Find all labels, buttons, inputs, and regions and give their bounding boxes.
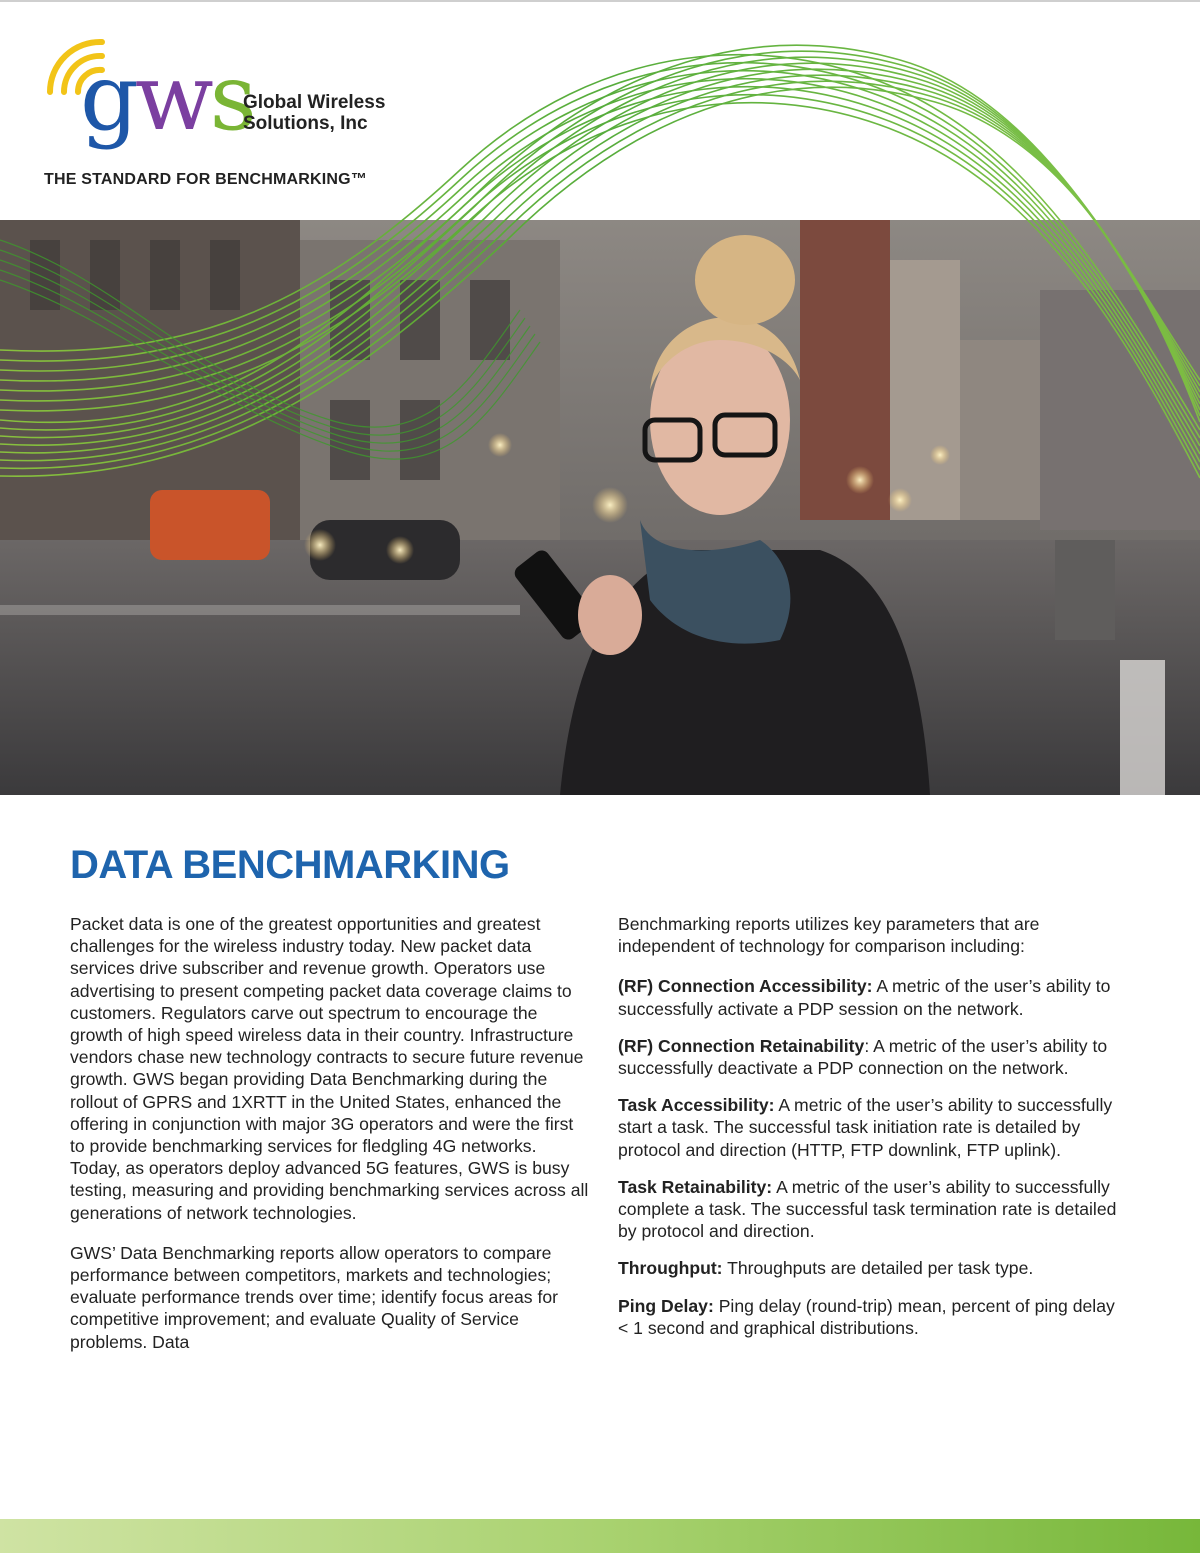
reports-paragraph: GWS’ Data Benchmarking reports allow operators to compare performance between competitors, markets and technologies; evaluate performance trends over time; identify focus areas for competitive improvement; and evaluate Quality of Service problems. Data bbox=[70, 1242, 558, 1352]
metric-text: A metric of the user’s ability to successfully activate a PDP session on the network. bbox=[618, 976, 1111, 1019]
metric-text: A metric of the user’s ability to successfully complete a task. The successful task termination rate is detailed by protocol and direction. bbox=[618, 1176, 1117, 1242]
logo-wordmark: gws bbox=[80, 44, 253, 151]
metric-text: Ping delay (round-trip) mean, percent of ping delay < 1 second and graphical distributions. bbox=[618, 1295, 1115, 1338]
company-name-line2: Solutions, Inc bbox=[243, 113, 368, 134]
page-title: DATA BENCHMARKING bbox=[70, 843, 510, 887]
company-name bbox=[243, 92, 385, 134]
metric-connection-retainability bbox=[618, 1035, 1123, 1079]
right-column bbox=[618, 913, 1123, 1354]
metric-text: A metric of the user’s ability to successfully start a task. The successful task initiation rate is detailed by protocol and direction (HTTP, FTP downlink, FTP uplink). bbox=[618, 1095, 1113, 1160]
metric-task-accessibility bbox=[618, 1094, 1123, 1161]
metric-ping-delay bbox=[618, 1295, 1123, 1339]
intro-paragraph: Packet data is one of the greatest opportunities and greatest challenges for the wireless industry today. New packet data services drive subscriber and revenue growth. Operators use advertising to present competing packet data coverage claims to customers. Regulators carve out spectrum to encourage the growth of high speed wireless data in their country. Infrastructure vendors chase new technology contracts to secure future revenue growth. GWS began providing Data Benchmarking during the rollout of GPRS and 1XRTT in the United States, enhanced the offering in conjunction with major 3G operators and were the first to provide benchmarking services for fledgling 4G networks. Today, as operators deploy advanced 5G features, GWS is busy testing, measuring and providing benchmarking services across all generations of network technologies. bbox=[70, 914, 589, 1223]
metric-text: Throughputs are detailed per task type. bbox=[722, 1258, 1034, 1279]
footer-bar bbox=[0, 1519, 1200, 1553]
gws-logo bbox=[40, 30, 420, 160]
metric-term: Throughput: bbox=[618, 1258, 723, 1279]
metric-term: Task Retainability: bbox=[618, 1176, 773, 1197]
parameters-intro: Benchmarking reports utilizes key parameters that are independent of technology for comparison including: bbox=[618, 914, 1040, 957]
left-column bbox=[70, 913, 590, 1371]
metric-term: Ping Delay: bbox=[618, 1295, 714, 1316]
metric-text: : A metric of the user’s ability to successfully deactivate a PDP connection on the network. bbox=[618, 1035, 1108, 1079]
tagline: THE STANDARD FOR BENCHMARKING™ bbox=[44, 171, 368, 188]
metric-task-retainability bbox=[618, 1176, 1123, 1243]
metric-throughput bbox=[618, 1257, 1123, 1279]
metric-term: (RF) Connection Accessibility: bbox=[618, 976, 873, 997]
metric-connection-accessibility bbox=[618, 975, 1123, 1019]
metric-term: (RF) Connection Retainability bbox=[618, 1035, 865, 1056]
metric-term: Task Accessibility: bbox=[618, 1095, 775, 1116]
company-name-line1: Global Wireless bbox=[243, 92, 386, 113]
